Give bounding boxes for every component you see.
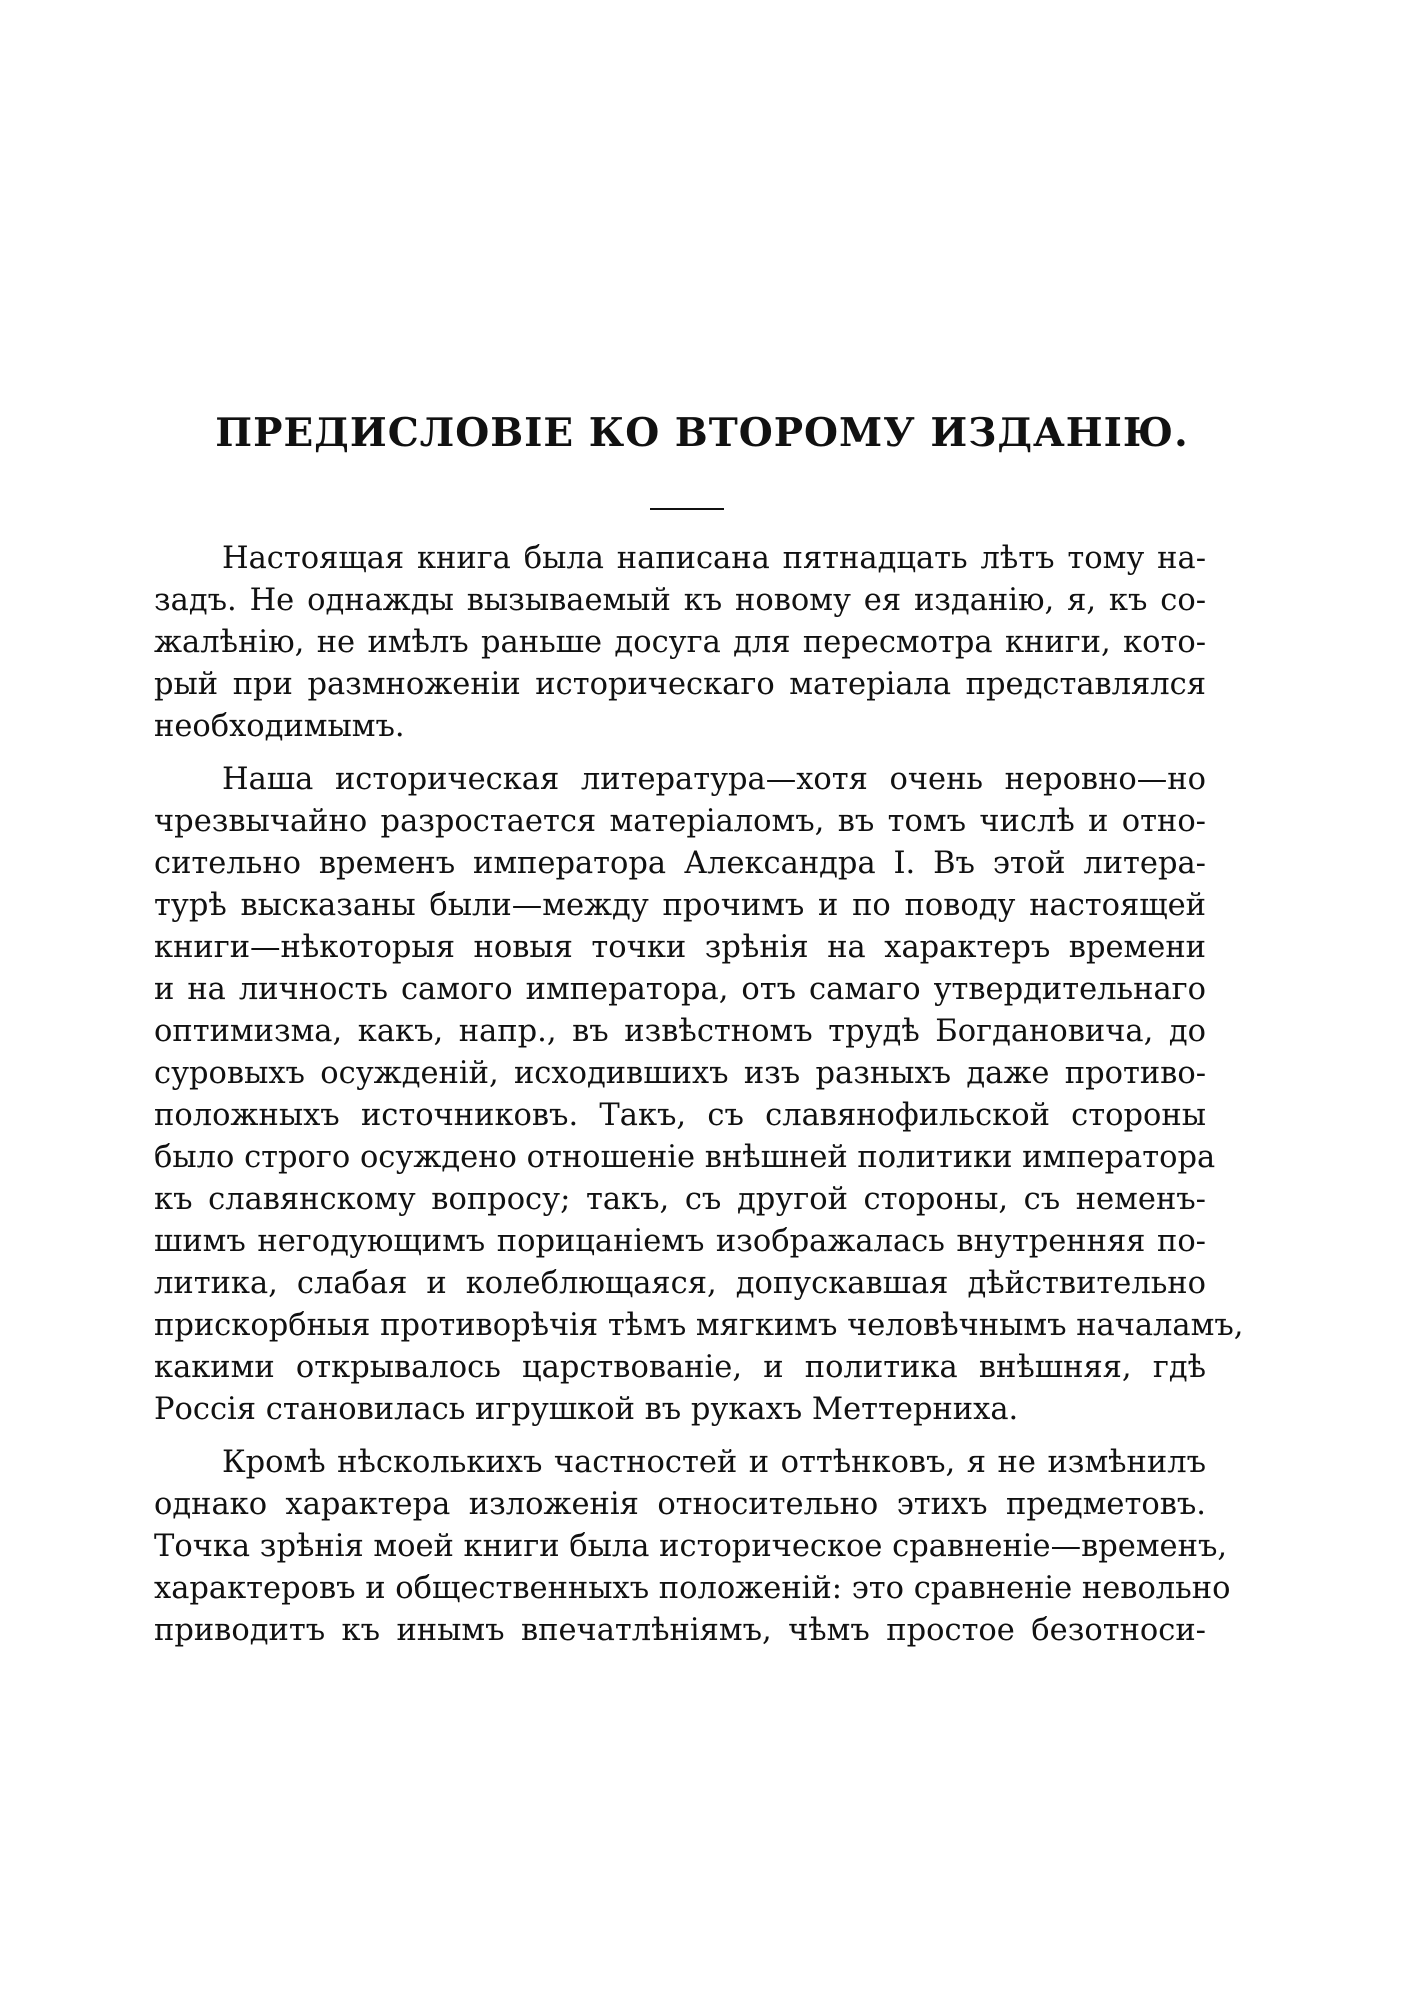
text-line: литика, слабая и колеблющаяся, допускавшая дѣйствительно <box>154 1266 1206 1301</box>
text-line: чрезвычайно разростается матеріаломъ, въ томъ числѣ и отно- <box>154 804 1206 839</box>
text-line: турѣ высказаны были—между прочимъ и по поводу настоящей <box>154 888 1206 923</box>
text-line: положныхъ источниковъ. Такъ, съ славянофильской стороны <box>154 1098 1206 1133</box>
paragraph-gap <box>154 1431 1206 1442</box>
text-line: характеровъ и общественныхъ положеній: это сравненіе невольно <box>154 1571 1231 1606</box>
text-line: однако характера изложенія относительно этихъ предметовъ. <box>154 1487 1206 1522</box>
text-line: Россія становилась игрушкой въ рукахъ Меттерниха. <box>154 1392 1019 1427</box>
text-line: оптимизма, какъ, напр., въ извѣстномъ трудѣ Богдановича, до <box>154 1014 1206 1049</box>
text-line: суровыхъ осужденій, исходившихъ изъ разныхъ даже противо- <box>154 1056 1206 1091</box>
text-line: задъ. Не однажды вызываемый къ новому ея изданію, я, къ со- <box>154 583 1206 618</box>
text-line: было строго осуждено отношеніе внѣшней политики императора <box>154 1140 1216 1175</box>
text-line: рый при размноженіи историческаго матеріала представлялся <box>154 667 1206 702</box>
paragraph <box>154 1442 1231 1652</box>
text-line: прискорбныя противорѣчія тѣмъ мягкимъ человѣчнымъ началамъ, <box>154 1308 1244 1343</box>
text-line: къ славянскому вопросу; такъ, съ другой стороны, съ неменъ- <box>154 1182 1206 1217</box>
text-line: приводитъ къ инымъ впечатлѣніямъ, чѣмъ простое безотноси- <box>154 1613 1206 1648</box>
body-text <box>154 538 1244 1652</box>
title-rule <box>650 508 724 510</box>
paragraph-gap <box>154 748 1206 759</box>
text-line: Наша историческая литература—хотя очень неровно—но <box>222 762 1206 797</box>
text-line: какими открывалось царствованіе, и политика внѣшняя, гдѣ <box>154 1350 1206 1385</box>
paragraph <box>154 538 1206 748</box>
text-line: Настоящая книга была написана пятнадцать лѣтъ тому на- <box>222 541 1206 576</box>
page-title: ПРЕДИСЛОВІЕ КО ВТОРОМУ ИЗДАНІЮ. <box>215 410 1189 456</box>
text-line: необходимымъ. <box>154 709 405 744</box>
text-line: и на личность самого императора, отъ самаго утвердительнаго <box>154 972 1206 1007</box>
text-line: Кромѣ нѣсколькихъ частностей и оттѣнковъ, я не измѣнилъ <box>222 1445 1206 1480</box>
text-line: шимъ негодующимъ порицаніемъ изображалась внутренняя по- <box>154 1224 1206 1259</box>
text-line: жалѣнію, не имѣлъ раньше досуга для пересмотра книги, кото- <box>154 625 1206 660</box>
text-line: сительно временъ императора Александра I. Въ этой литера- <box>154 846 1206 881</box>
text-line: книги—нѣкоторыя новыя точки зрѣнія на характеръ времени <box>154 930 1206 965</box>
paragraph <box>154 759 1244 1431</box>
text-line: Точка зрѣнія моей книги была историческое сравненіе—временъ, <box>154 1529 1228 1564</box>
